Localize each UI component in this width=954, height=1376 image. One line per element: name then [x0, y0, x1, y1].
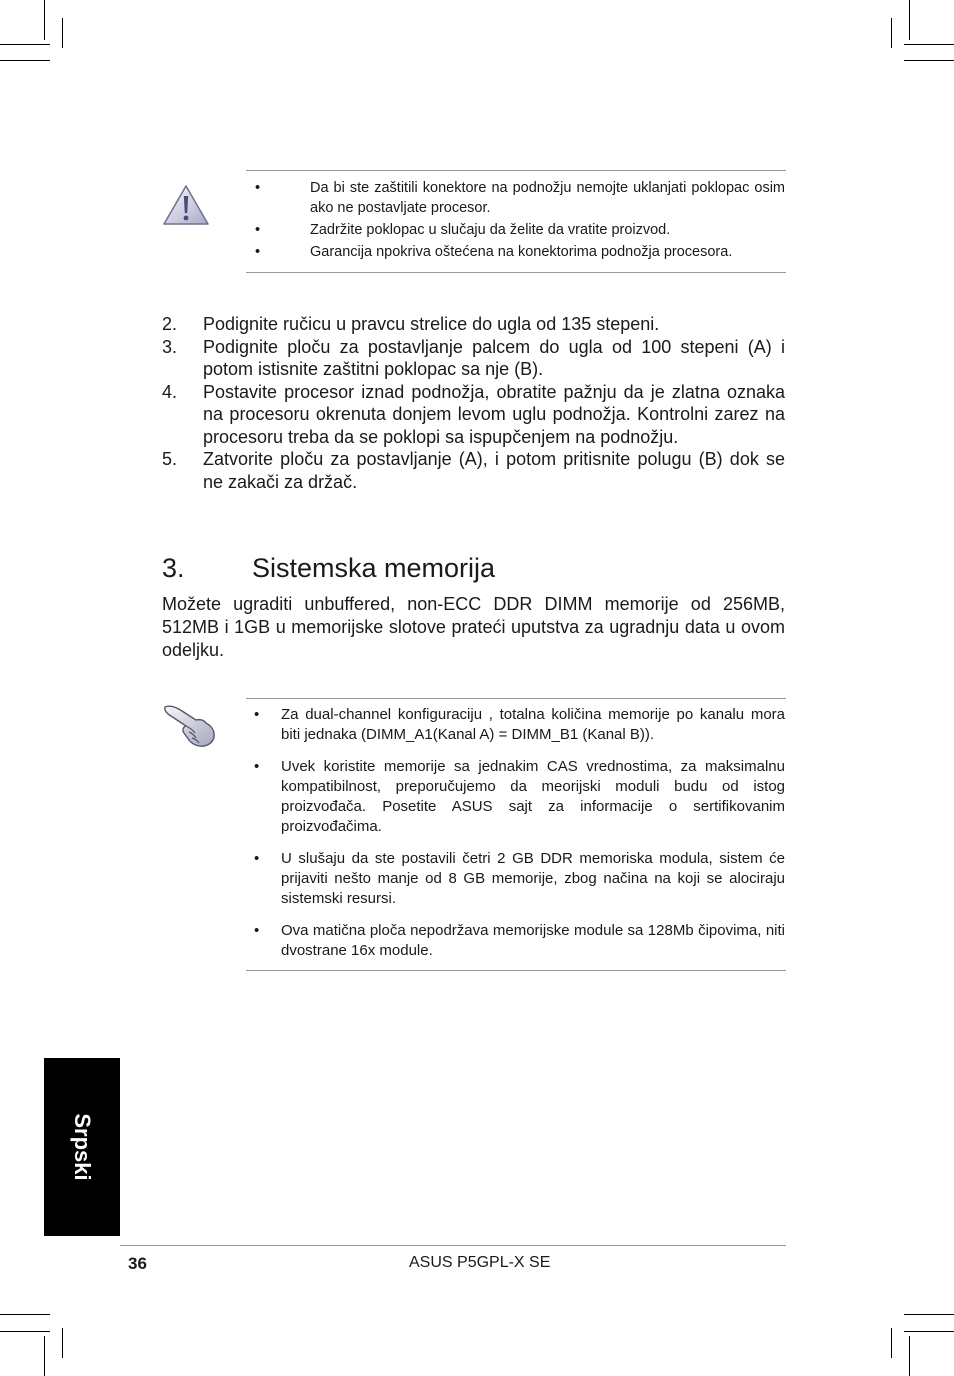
step-item: 2. Podignite ručicu u pravcu strelice do ugla od 135 stepeni.	[162, 314, 660, 334]
section-heading	[162, 553, 495, 584]
step-item: 5. Zatvorite ploču za postavljanje (A), i potom pritisnite polugu (B) dok se ne zakači za držač.	[162, 449, 785, 492]
note-list	[254, 705, 785, 973]
warning-triangle-icon	[162, 183, 210, 227]
section-number: 3.	[162, 553, 185, 583]
product-name: ASUS P5GPL-X SE	[409, 1254, 551, 1271]
note-item: • Ova matična ploča nepodržava memorijske module sa 128Mb čipovima, niti dvostrane 16x module.	[254, 922, 785, 959]
installation-steps	[162, 313, 785, 493]
step-item: 4. Postavite procesor iznad podnožja, obratite pažnju da je zlatna oznaka na procesoru okrenuta donjem levom uglu podnožja. Kontrolni zarez na procesoru treba da se poklopi sa ispupčenjem na podnožju.	[162, 381, 785, 447]
section-paragraph: Možete ugraditi unbuffered, non-ECC DDR DIMM memorije od 256MB, 512MB i 1GB u memorijske slotove prateći uputstva za ugradnju data u ovom odeljku.	[162, 594, 785, 660]
page-number: 36	[128, 1254, 147, 1273]
section-title: Sistemska memorija	[252, 553, 496, 583]
caution-list	[255, 178, 785, 264]
language-label: Srpski	[70, 1113, 95, 1181]
caution-item: • Da bi ste zaštitili konektore na podnožju nemojte uklanjati poklopac osim ako ne postavljate procesor.	[255, 180, 785, 216]
step-item: 3. Podignite ploču za postavljanje palcem do ugla od 100 stepeni (A) i potom istisnite zaštitni poklopac sa nje (B).	[162, 336, 785, 379]
note-item: • Za dual-channel konfiguraciju , totalna količina memorije po kanalu mora biti jednaka (DIMM_A1(Kanal A) = DIMM_B1 (Kanal B)).	[254, 706, 785, 743]
language-tab	[44, 1058, 120, 1236]
footer-rule	[120, 1245, 786, 1246]
note-item: • U slušaju da ste postavili četri 2 GB DDR memoriska modula, sistem će prijaviti nešto manje od 8 GB memorije, zbog načina na koji se alociraju sistemski resursi.	[254, 850, 785, 907]
pointing-hand-icon	[162, 702, 218, 750]
caution-item: • Zadržite poklopac u slučaju da želite da vratite proizvod.	[255, 222, 671, 238]
caution-item: • Garancija npokriva oštećena na konektorima podnožja procesora.	[255, 244, 733, 260]
note-item: • Uvek koristite memorije sa jednakim CAS vrednostima, za maksimalnu kompatibilnost, preporučujemo da meorijski moduli budu od istog proizvođača. Posetite ASUS sajt za informacije o sertifikovanim proizvođačima.	[254, 758, 785, 835]
